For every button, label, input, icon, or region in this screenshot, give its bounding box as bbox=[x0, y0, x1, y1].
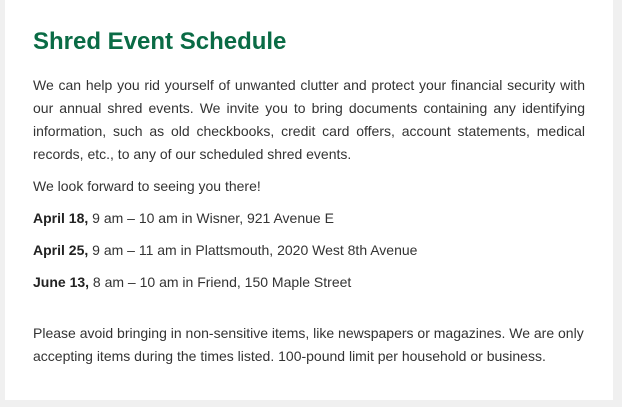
event-item bbox=[33, 207, 585, 230]
event-details: 8 am – 10 am in Friend, 150 Maple Street bbox=[89, 274, 352, 290]
content-card bbox=[5, 0, 613, 400]
page-title: Shred Event Schedule bbox=[33, 28, 287, 55]
intro-paragraph: We can help you rid yourself of unwanted clutter and protect your financial security with our annual shred events. We invite you to bring documents containing any identifying information, such as old checkbooks, credit card offers, account statements, medical records, etc., to any of our scheduled shred events. bbox=[33, 77, 585, 162]
event-details: 9 am – 11 am in Plattsmouth, 2020 West 8th Avenue bbox=[88, 242, 418, 258]
note-paragraph: Please avoid bringing in non-sensitive items, like newspapers or magazines. We are only accepting items during the times listed. 100-pound limit per household or business. bbox=[33, 325, 584, 364]
event-date: April 25, bbox=[33, 242, 89, 258]
event-item bbox=[33, 271, 585, 294]
event-date: April 18, bbox=[33, 210, 89, 226]
event-details: 9 am – 10 am in Wisner, 921 Avenue E bbox=[88, 210, 334, 226]
event-date: June 13, bbox=[33, 274, 90, 290]
event-item bbox=[33, 239, 585, 262]
closing-line: We look forward to seeing you there! bbox=[33, 178, 261, 194]
